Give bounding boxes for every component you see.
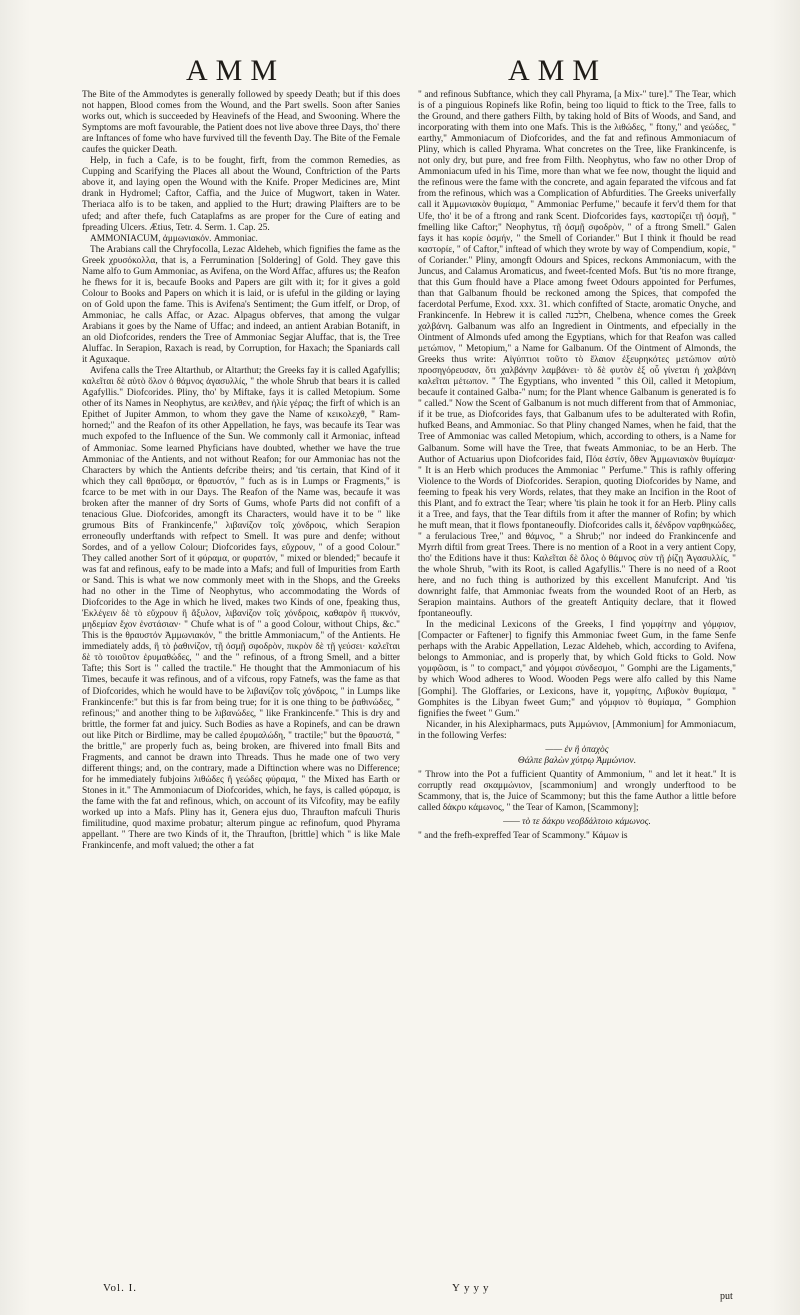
paragraph: The Arabians call the Chryfocolla, Lezac Aldeheb, which fignifies the fame as the Greek χρυσόκολλα, that is, a Ferrumination [Soldering] of Gold. They gave this Name alfo to Gum Ammoniac, as Avifena, on the Word Affac, affures us; the Reafon he fhews for it is, becaufe Books and Papers are gilt with it; for it gives a gold Colour to Books and Papers on which it is laid, or is ufeful in the gilding or laying on of Gold upon the fame. This is Avifena's Sentiment; the Gum itfelf, or Drop, of Ammoniac, he calls Affac, or Azac. Alpagus obferves, that among the vulgar Arabians it goes by the Name of Uffac; and indeed, an antient Arabian Botanift, in an old Diofcorides, renders the Tree of Ammoniac Segjar Aluffac, that is, the Tree Aluffac. In Serapion, Raxach is read, by Corruption, for Haxach; the Spaniards call it Aguxaque. bbox=[82, 244, 400, 366]
verse-line: —— ἐν ἢ ὀπαχὸς bbox=[545, 744, 609, 755]
volume-label: Vol. I. bbox=[103, 1282, 137, 1294]
verse-line: —— τὸ τε δάκρυ νεοβδάλτοιο κάμωνος. bbox=[503, 817, 651, 828]
paragraph: Help, in fuch a Cafe, is to be fought, firft, from the common Remedies, as Cupping and Scarifying the Places all about the Wound, Conftriction of the Parts above it, and laying open the Wound with the Knife. Proper Medicines are, Mint drank in Hydromel; Caftor, Caffia, and the Juice of Mugwort, taken in Water. Theriaca alfo is to be taken, and applied to the Hurt; drawing Plaifters are to be ufed; and after thefe, fuch Cataplafms as are proper for the Cure of eating and fpreading Ulcers. Ætius, Tetr. 4. Serm. 1. Cap. 25. bbox=[82, 156, 400, 233]
header-left-word: AMM bbox=[186, 54, 286, 87]
entry-heading: AMMONIACUM, ἀμμωνιακόν. Ammoniac. bbox=[90, 233, 258, 244]
paragraph: Nicander, in his Alexipharmacs, puts Ἀμμώνιον, [Ammonium] for Ammoniacum, in the following Verfes: bbox=[418, 719, 736, 741]
verse-line: Θάλπε βαλὼν χύτρῳ Ἀμμώνιον. bbox=[517, 755, 637, 766]
paragraph: " and the frefh-expreffed Tear of Scammony." Κάμων is bbox=[418, 831, 628, 842]
paragraph: Avifena calls the Tree Altarthub, or Altarthut; the Greeks fay it is called Agafyllis; καλεῖται δὲ αὐτὸ ὅλον ὁ θάμνος ἀγασυλλίς, " the whole Shrub that bears it is called Agafyllis." Diofcorides. Pliny, tho' by Miftake, fays it is called Metopium. Some other of its Names in Neophytus, are κειλθεν, and ἡλίε γέρας; the firft of which is an Epithet of Jupiter Ammon, to whom they gave the Name of κεικολεχθ, " Ram-horned;" and the Reafon of its other Appellation, he fays, was becaufe its Tear was much expofed to the Influence of the Sun. We commonly call it Armoniac, inftead of Ammoniac. Some learned Phyficians have doubted, whether we have the true Ammoniac of the Antients, and not without Reafon; for our Ammoniac has not the Characters by which the Antients defcribe theirs; and 'tis certain, that Kind of it which they call θραῦσμα, or θραυστόν, " fuch as is in Lumps or Fragments," is fcarce to be met with in our Days. The Reafon of the Name was, becaufe it was broken after the manner of dry Sorts of Gums, whofe Parts did not confift of a tenacious Glue. Diofcorides, amongft its Characters, would have it to be " like grumous Bits of Frankincenfe," λιβανίζον τοῖς χόνδροις, which Serapion erroneoufly underftands with refpect to Smell. It was pure and denfe; without Sordes, and of a yellow Colour; Diofcorides fays, εὔχρουν, " of a good Colour." They called another Sort of it φύραμα, or φυρατόν, " mixed or blended;" becaufe it was fat and refinous, eafy to be made into a Mafs; and full of Impurities from Earth or Sand. This is what we now commonly meet with in the Shops, and the Greeks had no other in the Time of Neophytus, who accommodating the Words of Diofcorides to the Age in which he lived, makes two Kinds of one, fpeaking thus, Ἐκλέγειν δὲ τὸ εὔχρουν ἢ ἄξυλον, λιβανίζον τοῖς χόνδροις, καθαρὸν ἢ πυκνόν, μηδεμίαν ἔχον ἐνστάσιαν· " Chufe what is of " a good Colour, without Chips, &c." This is the θραυστόν Ἀμμωνιακόν, " the brittle Ammoniacum," of the Antients. He immediately adds, ἢ τὸ ῥαθινίζον, τῇ ὀσμῇ σφοδρὸν, πικρὸν δὲ τῇ γεύσει· καλεῖται δὲ τὸ τοιοῦτον ἐρυμαθώδες, " and the " refinous, of a ftrong Smell, and a bitter Tafte; this Sort is " called the tractile." He thought that the Ammoniacum of his Times, becaufe it was refinous, and of a vifcous, ropy Fatnefs, was the fame as that of Diofcorides, which he would have to be λιβανίζον τοῖς χόνδροις, " in Lumps like Frankincenfe:" but this is far from being true; for it is one thing to be ῥαθινώδες, " refinous;" and another thing to be λιβανώδες, " like Frankincenfe." This is dry and brittle, the former fat and juicy. Such Bodies as have a Ropinefs, and can be drawn out like Pitch or Birdlime, may be called ἐρυμαλώδη, " tractile;" but the θραυστά, " the brittle," are properly fuch as, being broken, are fhivered into fmall Bits and Fragments, and cannot be drawn into Threads. Thus he made one of two very different things; and, on the contrary, made a Diftinction where was no Difference; for he immediately fubjoins λιθώδες ἢ γεώδες φύραμα, " the Mixed has Earth or Stones in it." The Ammoniacum of Diofcorides, which, he fays, is called φύραμα, is the fame with the fat and refinous, which, on account of its Vifcofity, may be eafily worked up into a Mafs. Pliny has it, Genera ejus duo, Thraufton mafculi Thuris fimilitudine, quod maxime probatur; alterum pingue ac refinofum, quod Phyrama appellant. " There are two Kinds of it, the Thraufton, [brittle] which " is like Male Frankincenfe, and moft valued; the other a fat bbox=[82, 366, 400, 852]
paragraph: " Throw into the Pot a fufficient Quantity of Ammonium, " and let it heat." It is corruptly read σκαμμώνιον, [scammonium] and wrongly underftood to be Scammony, that is, the Juice of Scammony; but this the fame Author a little before called δάκρυ κάμωνος, " the Tear of Kamon, [Scammony]; bbox=[418, 769, 736, 813]
text-columns bbox=[82, 90, 736, 1282]
header-right-word: AMM bbox=[508, 54, 608, 87]
page-footer bbox=[0, 1282, 800, 1302]
right-column bbox=[418, 90, 736, 1282]
catchword: put bbox=[720, 1291, 733, 1302]
paragraph: In the medicinal Lexicons of the Greeks, I find γομφίτην and γόμφιον, [Compacter or Faftener] to fignify this Ammoniac fweet Gum, in the fame Senfe perhaps with the Arabic Appellation, Lezac Aldeheb, which, according to Avifena, belongs to Ammoniac, and is properly that, by which Gold fticks to Gold. Now γομφῶσαι, is " to compact," and γόμφοι σύνδεσμοι, " Gomphi are the Ligaments," by which Wood adheres to Wood. Wooden Pegs were alfo called by this Name [Gomphi]. The Gloffaries, or Lexicons, have it, γομφίτης, Λιβυκὸν θυμίαμα, " Gomphites is the Libyan fweet Gum;" and γόμφιον τὸ θυμίαμα, " Gomphion fignifies the fweet " Gum." bbox=[418, 620, 736, 719]
left-column bbox=[82, 90, 400, 1282]
verse-quote bbox=[418, 817, 736, 828]
paragraph: " and refinous Subftance, which they call Phyrama, [a Mix-" ture]." The Tear, which is of a pinguious Ropinefs like Rofin, being too liquid to ftick to the Tree, falls to the Ground, and there gathers Filth, by taking hold of Bits of Woods, and Sand, and incorporating with them into one Mafs. This is the λιθώδες, " ftony," and γεώδες, " earthy," Ammoniacum of Diofcorides, and the fat and refinous Ammoniacum of Pliny, which is called Phyrama. What concretes on the Tree, like Frankincenfe, is not only dry, but pure, and free from Filth. Neophytus, who faw no other Drop of Ammoniacum ufed in his Time, more than what we fee now, thought the liquid and the refinous were the fame with the concrete, and again feparated the vifcous and fat from the refinous, which was a Complication of Abfurdities. The Greeks univerfally call it Ἀμμωνιακὸν θυμίαμα, " Ammoniac Perfume," becaufe it ferv'd them for that Ufe, tho' it be of a ftrong and rank Scent. Diofcorides fays, καστορίζει τῇ ὀσμῇ, " fmelling like Caftor;" Neophytus, τῇ ὀσμῇ σφοδρὸν, " of a ftrong Smell." Galen fays it has κορίε ὀσμήν, " the Smell of Coriander." But I think it fhould be read καστορίε, " of Caftor," inftead of which they wrote by way of Compendium, κορίε, " of Coriander." Pliny, amongft Odours and Spices, reckons Ammoniacum, with the Juncus, and Calamus Aromaticus, and fweet-fcented Mofs. But 'tis no more ftrange, that this Gum fhould have a Place among fweet Odours appointed for Perfumes, than that Galbanum fhould be reckoned among the Spices, that compofed the facerdotal Perfume, Exod. xxx. 31. which confifted of Stacte, aromatic Onyche, and Frankincenfe. In Hebrew it is called חלבנה, Chelbena, whence comes the Greek χαλβάνη. Galbanum was alfo an Ingredient in Ointments, and efpecially in the Ointment of Almonds ufed among the Egyptians, which for that Reafon was called μετώπιον, " Metopium," a Name for Galbanum. Of the Ointment of Almonds, the Greeks thus write: Αἰγύπτιοι τοῦτο τὸ ἔλαιον ἐξευρηκότες μετώπιον αὐτὸ προσηγόρευσαν, ὅτι χαλβάνην λαμβάνει· τὸ δὲ φυτὸν ἐξ οὗ γίνεται ἡ χαλβάνη καλεῖται μέτωπον. " The Egyptians, who invented " this Oil, called it Metopium, becaufe it contained Galba-" num; for the Plant whence Galbanum is generated is fo " called." Now the Scent of Galbanum is not much different from that of Ammoniac, if it be true, as Diofcorides fays, that Galbanum ufes to be adulterated with Rofin, hufked Beans, and Ammoniac. So that Pliny changed Names, when he faid, that the Tree of Ammoniac was called Metopium, which, according to others, is a Name for Galbanum. Some will have the Tree, that fweats Ammoniac, to be an Herb. The Author of Actuarius upon Diofcorides faid, Πόα ἐστίν, ὅθεν Ἀμμωνιακὸν θυμίαμα· " It is an Herb which produces the Ammoniac " Perfume." This is rafhly offering Violence to the Words of Diofcorides. Serapion, quoting Diofcorides by Name, and feeming to fpeak his very Words, relates, that they make an Incifion in the Root of this Plant, and fo extract the Tear; where 'tis plain he took it for an Herb. Pliny calls it a Tree, and fays, that the Tear diftils from it after the manner of Rofin; by which he muft mean, that it flows fpontaneoufly. Diofcorides calls it, δένδρον ναρθηκώδες, " a ferulacious Tree," and θάμνος, " a Shrub;" nor indeed do Frankincenfe and Myrrh diftil from great Trees. There is no mention of a Root in a very antient Copy, tho' the Editions have it thus: Καλεῖται δὲ ὅλος ὁ θάμνος σὺν τῇ ῥίζῃ Ἀγασυλλίς, " the whole Shrub, "with its Root, is called Agafyllis." There is no need of a Root here, and no fuch thing is authorized by this excellent Manufcript. And 'tis downright falfe, that Ammoniac fweats from the wounded Root of an Herb, as Serapion maintains. Authors of the greateft Antiquity declare, that it flowed fpontaneoufly. bbox=[418, 90, 736, 620]
running-header bbox=[0, 54, 800, 94]
signature-mark: Yyyy bbox=[452, 1282, 493, 1294]
paragraph: The Bite of the Ammodytes is generally followed by speedy Death; but if this does not happen, Blood comes from the Wound, and the Part swells. Soon after Sanies works out, which is succeeded by Heavinefs of the Head, and Swooning. Where the Symptoms are moft favourable, the Patient does not live above three Days, tho' there are Inftances of fome who have furvived till the feventh Day. The Bite of the Female caufes the quicker Death. bbox=[82, 90, 400, 156]
verse-quote bbox=[418, 745, 736, 767]
